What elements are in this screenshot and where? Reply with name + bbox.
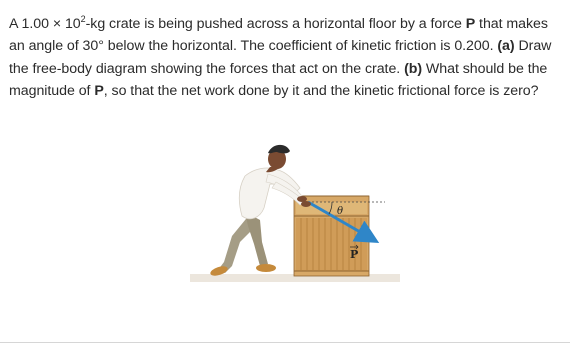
exponent: 2 bbox=[80, 14, 86, 24]
part-b-label: (b) bbox=[404, 60, 423, 77]
crate-figure bbox=[190, 130, 400, 290]
force-label-group bbox=[350, 245, 358, 261]
problem-text-2: -kg crate is being pushed across a horizontal floor by a force bbox=[85, 16, 466, 32]
force-symbol-b: P bbox=[94, 82, 104, 99]
part-a-text: Draw the free-body diagram showing the forces that act on the crate. bbox=[9, 38, 552, 77]
part-b-text-1: What should be the magnitude of bbox=[9, 60, 548, 99]
problem-text-3: that makes an angle of 30° below the horizontal. The coefficient of kinetic friction is 0.200. bbox=[9, 16, 548, 55]
force-symbol: P bbox=[465, 16, 476, 32]
problem-statement bbox=[9, 13, 565, 102]
force-label: P bbox=[350, 248, 359, 261]
part-b-text-2: , so that the net work done by it and the kinetic frictional force is zero? bbox=[103, 82, 539, 99]
angle-label: θ bbox=[337, 206, 344, 217]
problem-text-1: A 1.00 × 10 bbox=[9, 16, 81, 32]
part-a-label: (a) bbox=[497, 38, 515, 55]
bottom-divider bbox=[0, 342, 570, 343]
